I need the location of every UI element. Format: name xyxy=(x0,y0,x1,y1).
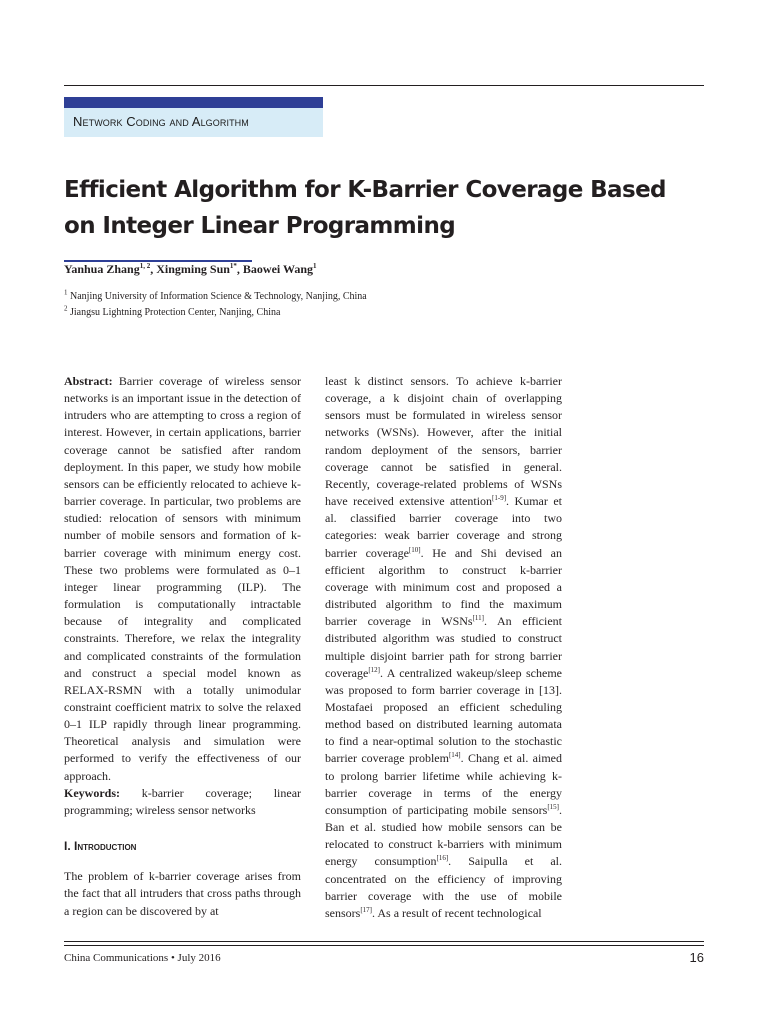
abstract xyxy=(64,373,301,785)
text-run: . He and Shi devised an efficient algorithm to construct k-barrier coverage with minimum cost and proposed a distributed algorithm to find the maximum barrier coverage in WSNs xyxy=(325,545,562,629)
author-name: Yanhua Zhang xyxy=(64,262,140,276)
affiliation xyxy=(64,288,367,302)
author-sup: 1, 2 xyxy=(139,262,151,270)
citation-sup: [17] xyxy=(360,905,373,914)
text-run: . An efficient distributed algorithm was studied to construct multiple disjoint barrier path for strong barrier coverage xyxy=(325,614,562,680)
affiliation-sup: 2 xyxy=(64,304,68,313)
text-run: . As a result of recent technological xyxy=(372,905,542,920)
affiliation-text: Jiangsu Lightning Protection Center, Nanjing, China xyxy=(70,307,281,318)
citation-sup: [16] xyxy=(436,854,449,863)
citation-sup: [14] xyxy=(448,751,461,760)
intro-paragraph: The problem of k-barrier coverage arises from the fact that all intruders that cross paths through a region can be discovered by at xyxy=(64,869,301,918)
top-rule xyxy=(64,85,704,86)
text-run: . Kumar et al. classified barrier coverage into two categories: weak barrier coverage and strong barrier coverage xyxy=(325,494,562,560)
journal-footer: China Communications • July 2016 xyxy=(64,952,221,964)
intro-continued-paragraph xyxy=(325,373,562,922)
citation-sup: [12] xyxy=(368,665,380,674)
author-name: Xingming Sun xyxy=(156,262,230,276)
keywords-label: Keywords: xyxy=(64,785,120,800)
section-banner-box xyxy=(64,108,323,137)
section-heading: I. Introduction xyxy=(64,839,137,854)
footer-rule xyxy=(64,941,704,942)
affiliation-sup: 1 xyxy=(64,288,68,297)
section-banner xyxy=(64,97,323,137)
footer-rule xyxy=(64,945,704,946)
text-run: . Chang et al. aimed to prolong barrier lifetime while achieving k-barrier coverage in terms of the energy consumption of participating mobile sensors xyxy=(325,751,562,817)
page-number: 16 xyxy=(689,950,704,965)
citation-sup: [11] xyxy=(472,614,484,623)
right-column xyxy=(325,373,562,922)
left-column xyxy=(64,373,301,920)
author-sup: 1* xyxy=(229,262,237,270)
affiliation-text: Nanjing University of Information Science & Technology, Nanjing, China xyxy=(70,291,367,302)
abstract-label: Abstract: xyxy=(64,374,113,388)
text-run: . Saipulla et al. concentrated on the efficiency of improving barrier coverage with the use of mobile sensors xyxy=(325,854,562,920)
affiliation xyxy=(64,304,281,318)
section-label: Network Coding and Algorithm xyxy=(73,114,249,129)
abstract-text: Barrier coverage of wireless sensor networks is an important issue in the detection of intruders who are attempting to cross a region of interest. However, in certain applications, barrier coverage cannot be satisfied after random deployment. In this paper, we study how mobile sensors can be efficiently relocated to achieve k-barrier coverage. In particular, two problems are studied: relocation of sensors with minimum number of mobile sensors and formation of k-barrier coverage with minimum energy cost. These two problems were formulated as 0–1 integer linear programming (ILP). The formulation is computationally intractable because of integrality and complicated constraints. Therefore, we relax the integrality and complicated constraints of the formulation and construct a special model known as RELAX-RSMN with a totally unimodular constraint coefficient matrix to solve the relaxed 0–1 ILP rapidly through linear programming. Theoretical analysis and simulation were performed to verify the effectiveness of our approach. xyxy=(64,374,301,783)
citation-sup: [10] xyxy=(408,545,421,554)
citation-sup: [1-9] xyxy=(492,494,507,503)
paper-title: Efficient Algorithm for K-Barrier Coverage Based on Integer Linear Programming xyxy=(64,177,666,239)
text-run: least k distinct sensors. To achieve k-barrier coverage, a k disjoint chain of overlapping sensors must be formulated in wireless sensor networks (WSNs). However, after the initial random deployment of the sensors, barrier coverage cannot be satisfied in general. Recently, coverage-related problems of WSNs have received extensive attention xyxy=(325,374,562,509)
author-list: Yanhua Zhang$^{1, 2}$, Xingming Sun$^{1*}$, Baowei Wang$^1$ xyxy=(64,262,317,276)
text-run: . Ban et al. studied how mobile sensors can be relocated to construct k-barriers with minimum energy consumption xyxy=(325,802,562,869)
keywords xyxy=(64,785,301,819)
citation-sup: [15] xyxy=(547,802,559,811)
author-sup: 1 xyxy=(313,262,317,270)
section-banner-stripe xyxy=(64,97,323,108)
text-run: . A centralized wakeup/sleep scheme was proposed to form barrier coverage in [13]. Mostafaei proposed an efficient scheduling method based on distributed learning automata to find a near-optimal solution to the stochastic barrier coverage problem xyxy=(325,665,562,766)
author-name: Baowei Wang xyxy=(242,262,314,276)
keywords-text: k-barrier coverage; linear programming; wireless sensor networks xyxy=(64,785,302,817)
